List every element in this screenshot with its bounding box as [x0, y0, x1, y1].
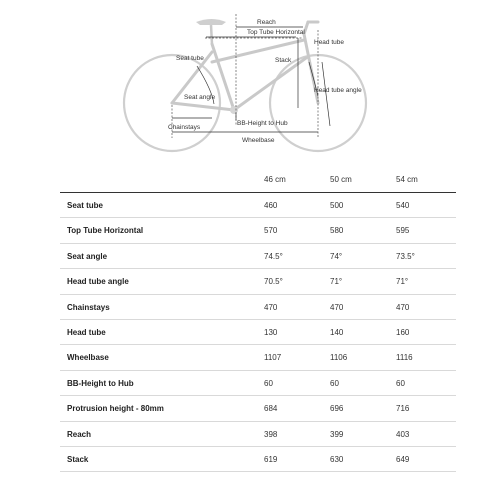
- row-value: 460: [264, 201, 278, 210]
- row-value: 470: [330, 302, 344, 312]
- row-value: 73.5°: [396, 251, 415, 261]
- row-value: 595: [396, 226, 410, 236]
- row-value: 399: [330, 429, 344, 439]
- label-wheelbase: Wheelbase: [242, 137, 275, 144]
- table-row: [60, 295, 456, 320]
- row-label: BB-Height to Hub: [67, 378, 134, 388]
- row-value: 570: [264, 226, 278, 236]
- table-row: [60, 320, 456, 345]
- table-row: [60, 193, 456, 218]
- table-row: [60, 244, 456, 269]
- row-value: 74°: [330, 251, 343, 261]
- row-value: 60: [330, 378, 339, 388]
- row-value: 398: [264, 429, 278, 439]
- row-value: 71°: [396, 277, 409, 287]
- size-header-46: 46 cm: [264, 175, 286, 184]
- bike-diagram-svg: [0, 0, 500, 160]
- label-stack: Stack: [275, 57, 292, 64]
- geometry-table: [60, 170, 456, 472]
- row-label: Wheelbase: [67, 353, 109, 363]
- label-head-tube-angle: Head tube angle: [314, 87, 362, 94]
- table-header-row: [60, 170, 456, 193]
- label-seat-angle: Seat angle: [184, 94, 216, 101]
- row-value: 60: [264, 378, 273, 388]
- row-value: 403: [396, 429, 410, 439]
- row-value: 60: [396, 378, 405, 388]
- row-value: 1107: [264, 353, 282, 363]
- row-value: 160: [396, 327, 410, 337]
- row-value: 696: [330, 404, 344, 414]
- row-value: 71°: [330, 277, 343, 287]
- row-value: 140: [330, 327, 344, 337]
- row-value: 74.5°: [264, 251, 283, 261]
- row-value: 1106: [330, 353, 348, 363]
- row-value: 540: [396, 201, 410, 210]
- row-label: Head tube: [67, 327, 106, 337]
- row-value: 470: [264, 302, 278, 312]
- geometry-diagram: [0, 0, 500, 160]
- row-value: 1116: [396, 353, 413, 363]
- row-value: 470: [396, 302, 410, 312]
- table-row: [60, 396, 456, 421]
- saddle: [196, 19, 226, 25]
- row-value: 684: [264, 404, 278, 414]
- label-reach: Reach: [257, 19, 276, 26]
- row-value: 630: [330, 454, 344, 464]
- row-value: 500: [330, 201, 344, 210]
- row-label: Protrusion height - 80mm: [67, 404, 164, 414]
- label-top-tube: Top Tube Horizontal: [247, 29, 305, 36]
- table-row: [60, 447, 456, 472]
- size-header-54: 54 cm: [396, 175, 418, 184]
- row-value: 130: [264, 327, 278, 337]
- table-row: [60, 218, 456, 243]
- row-value: 649: [396, 454, 410, 464]
- row-label: Head tube angle: [67, 277, 129, 287]
- label-bb-height: BB-Height to Hub: [237, 120, 288, 127]
- row-label: Seat angle: [67, 251, 108, 261]
- table-row: [60, 371, 456, 396]
- row-label: Reach: [67, 429, 92, 439]
- table-row: [60, 269, 456, 294]
- row-label: Top Tube Horizontal: [67, 226, 144, 236]
- size-header-50: 50 cm: [330, 175, 352, 184]
- row-value: 716: [396, 404, 410, 414]
- label-seat-tube: Seat tube: [176, 55, 204, 62]
- row-label: Stack: [67, 454, 89, 464]
- label-head-tube: Head tube: [314, 39, 344, 46]
- label-chainstays: Chainstays: [168, 124, 201, 131]
- row-label: Chainstays: [67, 302, 110, 312]
- row-value: 619: [264, 454, 278, 464]
- row-value: 580: [330, 226, 344, 236]
- table-row: [60, 422, 456, 447]
- row-label: Seat tube: [67, 201, 104, 210]
- row-value: 70.5°: [264, 277, 283, 287]
- table-row: [60, 345, 456, 370]
